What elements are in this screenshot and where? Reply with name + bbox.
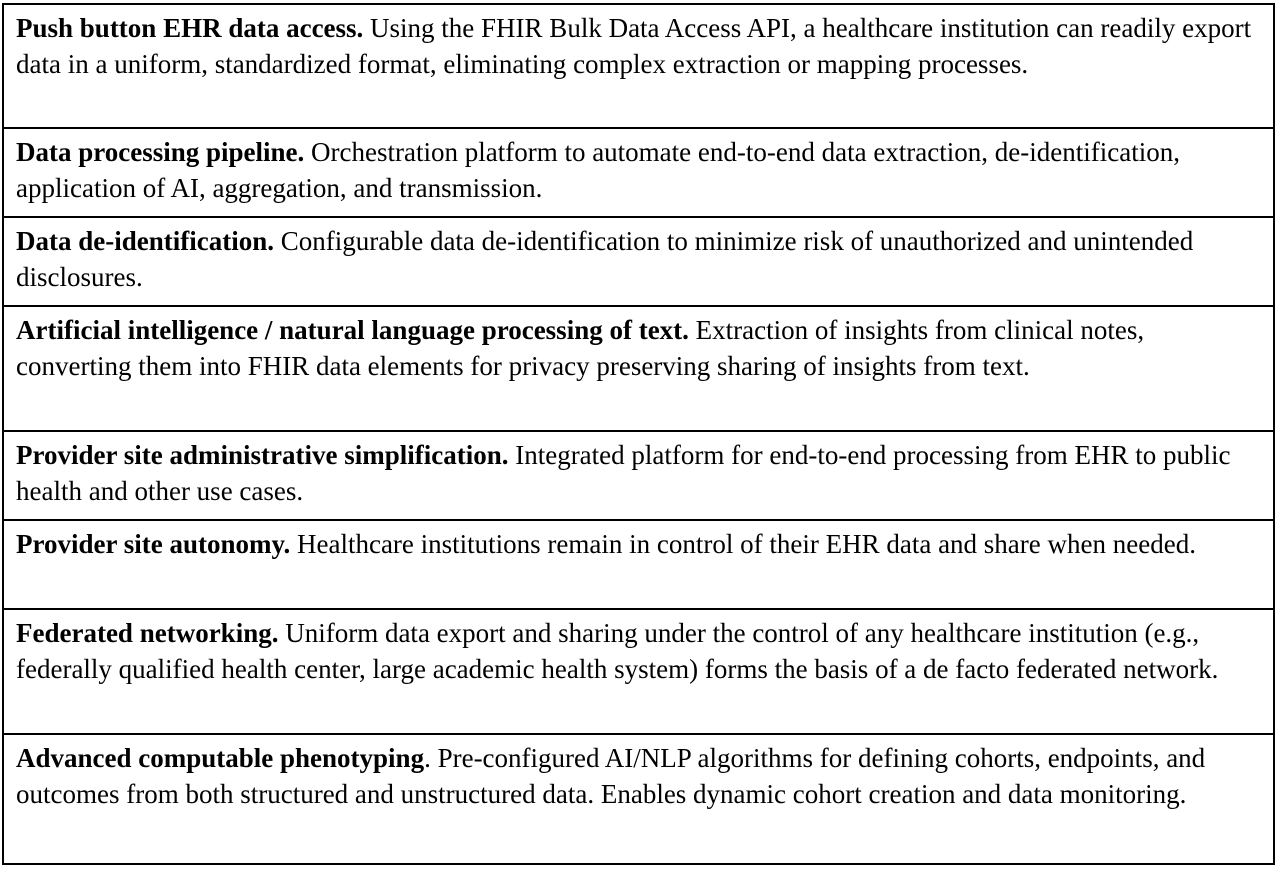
table-row (4, 432, 1273, 521)
row-separator: . (424, 743, 438, 773)
table-row (4, 307, 1273, 432)
row-description: Integrated platform for end-to-end processing from EHR to public health and other use cases. (16, 440, 1231, 507)
row-separator (290, 529, 297, 559)
row-term: Data de-identification. (16, 226, 274, 256)
row-term: Data processing pipeline. (16, 137, 305, 167)
table-row (4, 5, 1273, 129)
row-description: Healthcare institutions remain in control of their EHR data and share when needed. (297, 529, 1196, 559)
row-term: Advanced computable phenotyping (16, 743, 425, 773)
row-description: Uniform data export and sharing under the control of any healthcare institution (e.g., federally qualified health center, large academic health system) forms the basis of a de facto federated network. (16, 618, 1219, 685)
table-row (4, 218, 1273, 307)
row-term: Artificial intelligence / natural language processing of text. (16, 315, 689, 345)
table-row (4, 610, 1273, 735)
table-row (4, 129, 1273, 218)
row-description: Pre-configured AI/NLP algorithms for defining cohorts, endpoints, and outcomes from both structured and unstructured data. Enables dynamic cohort creation and data monitoring. (16, 743, 1206, 810)
table-row (4, 735, 1273, 863)
row-term: Federated networking. (16, 618, 279, 648)
row-description: Extraction of insights from clinical notes, converting them into FHIR data elements for privacy preserving sharing of insights from text. (16, 315, 1145, 382)
row-description: Orchestration platform to automate end-to-end data extraction, de-identification, application of AI, aggregation, and transmission. (16, 137, 1180, 204)
row-term: Push button EHR data access. (16, 13, 364, 43)
row-separator (274, 226, 281, 256)
row-description: Using the FHIR Bulk Data Access API, a healthcare institution can readily export data in a uniform, standardized format, eliminating complex extraction or mapping processes. (16, 13, 1252, 80)
feature-table (2, 3, 1275, 865)
row-separator (689, 315, 696, 345)
row-term: Provider site autonomy. (16, 529, 291, 559)
table-row (4, 521, 1273, 610)
row-term: Provider site administrative simplification. (16, 440, 509, 470)
row-description: Configurable data de-identification to minimize risk of unauthorized and unintended disclosures. (16, 226, 1194, 293)
